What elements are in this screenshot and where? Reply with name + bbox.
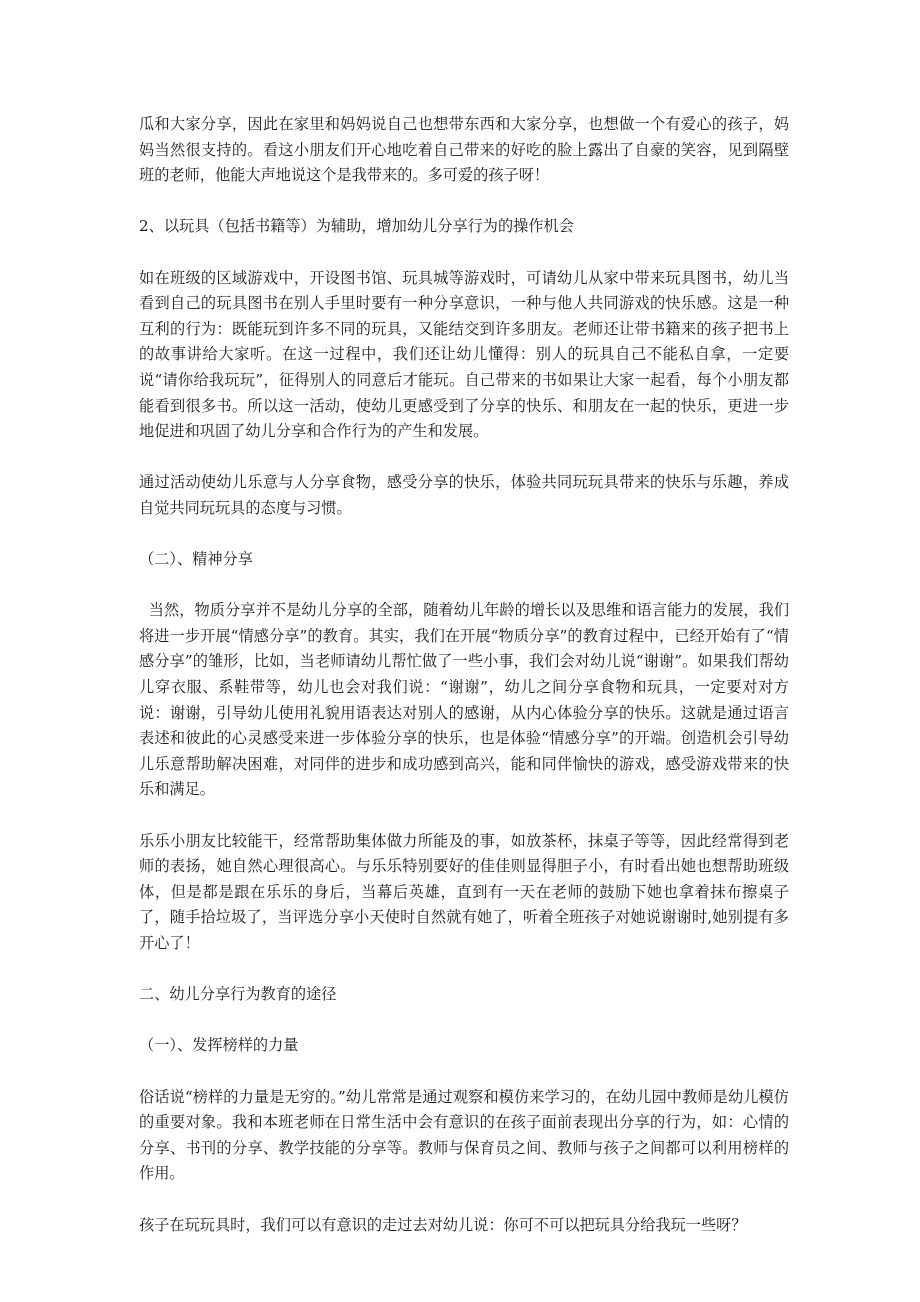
paragraph-activity-goal: 通过活动使幼儿乐意与人分享食物，感受分享的快乐，体验共同玩玩具带来的快乐与乐趣，养成自觉共同玩玩具的态度与习惯。 bbox=[139, 473, 789, 517]
section-heading-toys-books: 2、以玩具（包括书籍等）为辅助，增加幼儿分享行为的操作机会 bbox=[139, 217, 574, 236]
section-heading-role-model: （一）、发挥榜样的力量 bbox=[139, 1036, 299, 1055]
paragraph-sharing-food-story: 瓜和大家分享，因此在家里和妈妈说自己也想带东西和大家分享，也想做一个有爱心的孩子，妈妈当然很支持的。看这小朋友们开心地吃着自己带来的好吃的脸上露出了自豪的笑容，见到隔壁班的老师，他能大声地说这个是我带来的。多可爱的孩子呀！ bbox=[139, 115, 789, 185]
section-heading-spiritual-sharing: （二）、精神分享 bbox=[139, 550, 253, 569]
paragraph-toy-library: 如在班级的区域游戏中，开设图书馆、玩具城等游戏时，可请幼儿从家中带来玩具图书，幼儿当看到自己的玩具图书在别人手里时要有一种分享意识，一种与他人共同游戏的快乐感。这是一种互利的行为：既能玩到许多不同的玩具，又能结交到许多朋友。老师还让带书籍来的孩子把书上的故事讲给大家听。在这一过程中，我们还让幼儿懂得：别人的玩具自己不能私自拿，一定要说“请你给我玩玩”，征得别人的同意后才能玩。自己带来的书如果让大家一起看，每个小朋友都能看到很多书。所以这一活动，使幼儿更感受到了分享的快乐、和朋友在一起的快乐，更进一步地促进和巩固了幼儿分享和合作行为的产生和发展。 bbox=[139, 268, 789, 441]
paragraph-emotional-sharing: 当然，物质分享并不是幼儿分享的全部，随着幼儿年龄的增长以及思维和语言能力的发展，我们将进一步开展“情感分享”的教育。其实，我们在开展“物质分享”的教育过程中，已经开始有了“情感分享”的雏形，比如，当老师请幼儿帮忙做了一些小事，我们会对幼儿说“谢谢”。如果我们帮幼儿穿衣服、系鞋带等，幼儿也会对我们说：“谢谢”，幼儿之间分享食物和玩具，一定要对对方说：谢谢，引导幼儿使用礼貌用语表达对别人的感谢，从内心体验分享的快乐。这就是通过语言表述和彼此的心灵感受来进一步体验分享的快乐，也是体验“情感分享”的开端。创造机会引导幼儿乐意帮助解决困难，对同伴的进步和成功感到高兴，能和同伴愉快的游戏，感受游戏带来的快乐和满足。 bbox=[139, 601, 790, 799]
paragraph-role-model: 俗话说“榜样的力量是无穷的。”幼儿常常是通过观察和模仿来学习的，在幼儿园中教师是幼儿模仿的重要对象。我和本班老师在日常生活中会有意识的在孩子面前表现出分享的行为，如：心情的分享、书刊的分享、教学技能的分享等。教师与保育员之间、教师与孩子之间都可以利用榜样的作用。 bbox=[139, 1087, 789, 1183]
document-page bbox=[139, 112, 789, 1238]
paragraph-lele-story: 乐乐小朋友比较能干，经常帮助集体做力所能及的事，如放茶杯，抹桌子等等，因此经常得到老师的表扬，她自然心理很高心。与乐乐特别要好的佳佳则显得胆子小，有时看出她也想帮助班级体，但是都是跟在乐乐的身后，当幕后英雄，直到有一天在老师的鼓励下她也拿着抹布擦桌子了，随手拾垃圾了，当评选分享小天使时自然就有她了，听着全班孩子对她说谢谢时,她别提有多开心了！ bbox=[139, 831, 789, 952]
paragraph-toy-sharing-prompt: 孩子在玩玩具时，我们可以有意识的走过去对幼儿说：你可不可以把玩具分给我玩一些呀？ bbox=[139, 1215, 747, 1234]
section-heading-education-approaches: 二、幼儿分享行为教育的途径 bbox=[139, 985, 337, 1004]
